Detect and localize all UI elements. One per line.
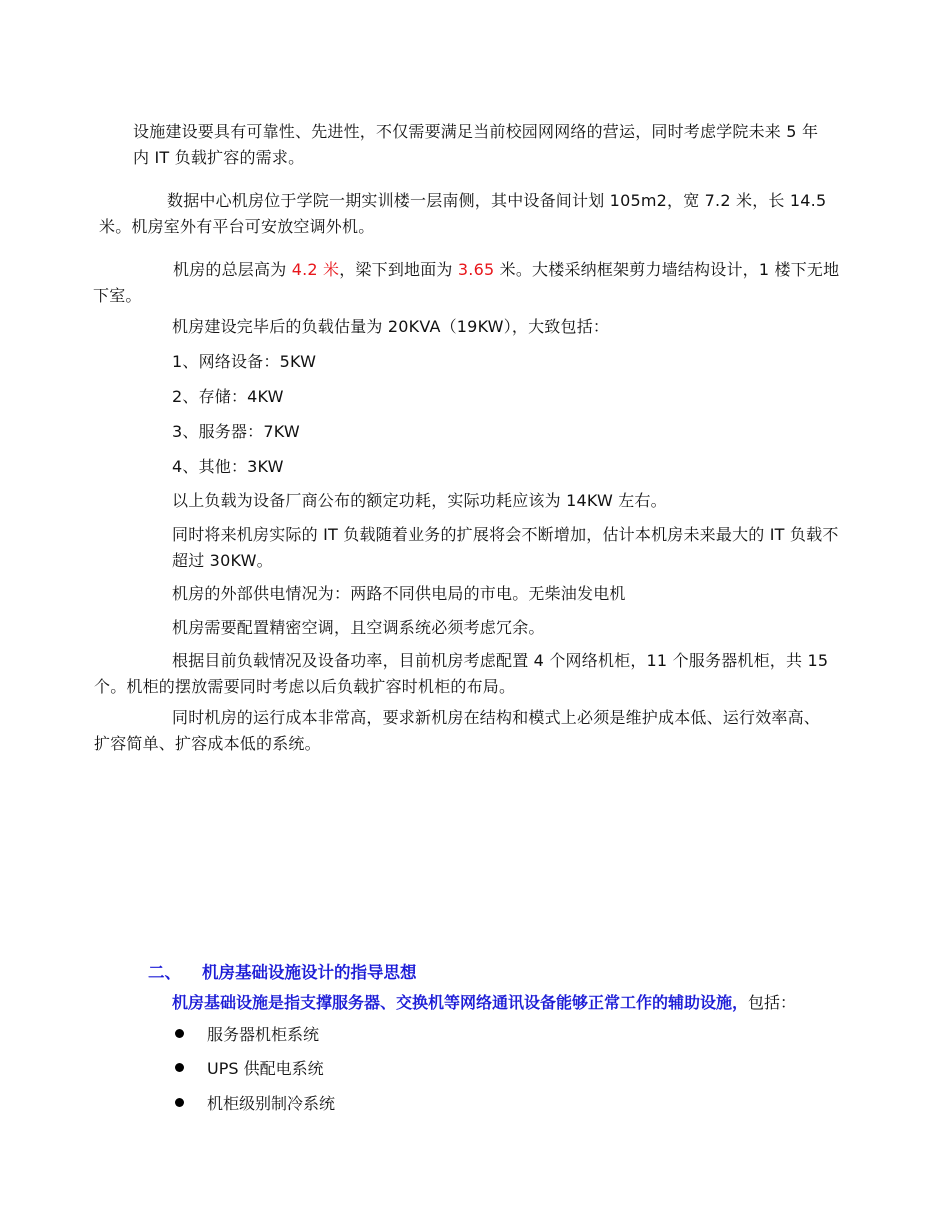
text-line: 同时机房的运行成本非常高，要求新机房在结构和模式上必须是维护成本低、运行效率高、 xyxy=(172,708,821,727)
load-item-other: 4、其他：3KW xyxy=(172,457,284,476)
paragraph-cabinets xyxy=(94,648,868,700)
text-run: 机房的总层高为 xyxy=(173,260,292,279)
text-line: 扩容简单、扩容成本低的系统。 xyxy=(94,734,321,753)
bullet-icon xyxy=(175,1098,184,1107)
section-intro xyxy=(172,990,796,1016)
text-line: 个。机柜的摆放需要同时考虑以后负载扩容时机柜的布局。 xyxy=(94,677,516,696)
text-line: 下室。 xyxy=(93,286,142,305)
text-line: 内 IT 负载扩容的需求。 xyxy=(133,148,305,167)
section-heading xyxy=(148,960,417,986)
list-item-label: UPS 供配电系统 xyxy=(207,1059,324,1078)
list-item xyxy=(175,1056,324,1082)
text-line: 设施建设要具有可靠性、先进性，不仅需要满足当前校园网网络的营运，同时考虑学院未来 5 年 xyxy=(133,122,819,141)
paragraph-air-conditioning: 机房需要配置精密空调，且空调系统必须考虑冗余。 xyxy=(172,618,545,637)
text-line: 根据目前负载情况及设备功率，目前机房考虑配置 4 个网络机柜，11 个服务器机柜，共 15 xyxy=(172,651,829,670)
text-line: 超过 30KW。 xyxy=(172,551,273,570)
highlight-height: 4.2 米 xyxy=(291,260,340,279)
text-line: 同时将来机房实际的 IT 负载随着业务的扩展将会不断增加，估计本机房未来最大的 IT 负载不 xyxy=(172,525,839,544)
paragraph-height xyxy=(93,257,868,309)
list-item xyxy=(175,1022,319,1048)
paragraph-future-load xyxy=(172,522,872,574)
text-run: ，梁下到地面为 xyxy=(339,260,458,279)
list-item-label: 服务器机柜系统 xyxy=(207,1025,320,1044)
paragraph-operating-cost xyxy=(94,705,868,757)
bullet-icon xyxy=(175,1063,184,1072)
intro-text: 包括： xyxy=(748,993,797,1012)
text-line: 米。机房室外有平台可安放空调外机。 xyxy=(99,217,375,236)
paragraph-load-estimate: 机房建设完毕后的负载估量为 20KVA（19KW），大致包括： xyxy=(172,317,610,336)
section-title: 机房基础设施设计的指导思想 xyxy=(202,963,417,982)
bullet-icon xyxy=(175,1029,184,1038)
list-item-label: 机柜级别制冷系统 xyxy=(207,1094,336,1113)
text-line: 数据中心机房位于学院一期实训楼一层南侧，其中设备间计划 105m2，宽 7.2 米，长 14.5 xyxy=(167,191,827,210)
section-number: 二、 xyxy=(148,963,181,982)
list-item xyxy=(175,1091,335,1117)
paragraph-power-supply: 机房的外部供电情况为：两路不同供电局的市电。无柴油发电机 xyxy=(172,584,626,603)
highlight-beam-height: 3.65 xyxy=(457,260,495,279)
load-item-network: 1、网络设备：5KW xyxy=(172,352,317,371)
intro-bold-text: 机房基础设施是指支撑服务器、交换机等网络通讯设备能够正常工作的辅助设施， xyxy=(172,993,749,1012)
paragraph-requirements xyxy=(133,119,868,171)
paragraph-actual-power: 以上负载为设备厂商公布的额定功耗，实际功耗应该为 14KW 左右。 xyxy=(172,491,667,510)
paragraph-location xyxy=(99,188,868,240)
load-item-storage: 2、存储：4KW xyxy=(172,387,284,406)
load-item-server: 3、服务器：7KW xyxy=(172,422,300,441)
text-run: 米。大楼采纳框架剪力墙结构设计，1 楼下无地 xyxy=(494,260,840,279)
